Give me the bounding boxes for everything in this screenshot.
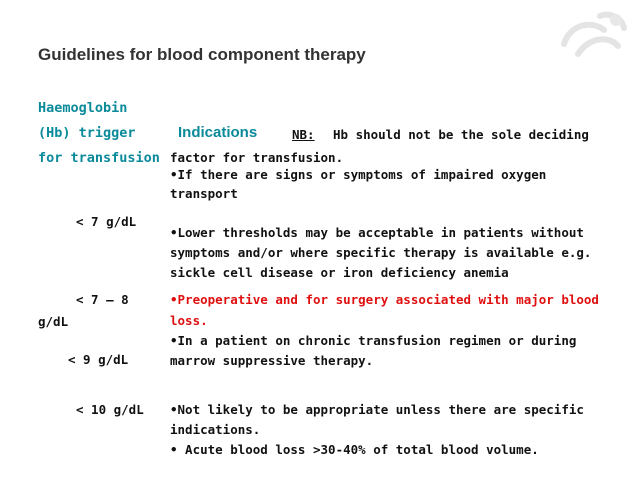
indication-item: •If there are signs or symptoms of impaired oxygen [170,167,547,182]
indication-item: •Not likely to be appropriate unless there are specific [170,402,584,417]
hb-header-line1: Haemoglobin [38,100,128,116]
indication-item-cont: sickle cell disease or iron deficiency anemia [170,265,509,280]
nb-label: NB: [292,127,315,142]
nb-text-line2: factor for transfusion. [170,150,344,165]
indication-item-cont: indications. [170,422,261,437]
hb-trigger-label: < 9 g/dL [68,352,129,367]
indication-item-cont: marrow suppressive therapy. [170,353,374,368]
hb-trigger-label-cont: g/dL [38,314,69,329]
hb-trigger-label: < 10 g/dL [76,402,144,417]
watermark-logo-icon [552,6,632,66]
indication-item-cont: transport [170,186,238,201]
indication-item-highlight: •Preoperative and for surgery associated with major blood [170,292,599,307]
indication-item: •Lower thresholds may be acceptable in patients without [170,225,584,240]
indication-item: • Acute blood loss >30-40% of total blood volume. [170,442,539,457]
nb-text-line1: Hb should not be the sole deciding [333,127,589,142]
hb-header-line2: (Hb) trigger [38,125,136,141]
hb-trigger-label: < 7 – 8 [76,292,129,307]
page-title: Guidelines for blood component therapy [38,45,366,64]
hb-trigger-label: < 7 g/dL [76,214,137,229]
hb-header-line3: for transfusion [38,150,160,166]
indications-heading: Indications [178,124,258,141]
indication-item-highlight-cont: loss. [170,313,208,328]
indication-item: •In a patient on chronic transfusion regimen or during [170,333,577,348]
indication-item-cont: symptoms and/or where specific therapy is available e.g. [170,245,592,260]
